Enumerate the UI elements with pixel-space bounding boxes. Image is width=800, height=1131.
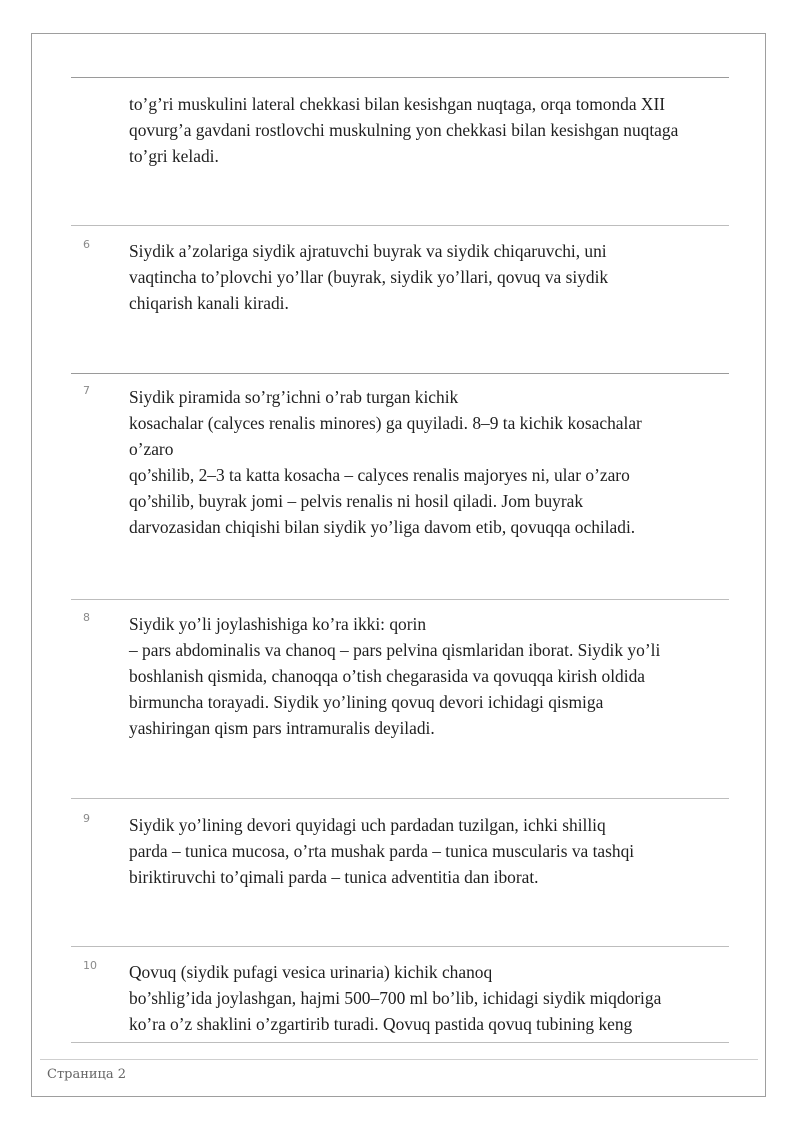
row-divider bbox=[71, 946, 729, 947]
row-divider bbox=[71, 225, 729, 226]
text-line: kosachalar (calyces renalis minores) ga quyiladi. 8–9 ta kichik kosachalar bbox=[129, 413, 642, 433]
row-number: 6 bbox=[83, 238, 90, 251]
row-text bbox=[129, 91, 729, 169]
row-text bbox=[129, 812, 729, 890]
row-divider bbox=[71, 373, 729, 374]
row-divider bbox=[71, 77, 729, 78]
row-text bbox=[129, 238, 729, 316]
text-line: – pars abdominalis va chanoq – pars pelvina qismlaridan iborat. Siydik yo’li bbox=[129, 640, 661, 660]
text-line: biriktiruvchi to’qimali parda – tunica adventitia dan iborat. bbox=[129, 867, 539, 887]
text-line: chiqarish kanali kiradi. bbox=[129, 293, 289, 313]
text-line: birmuncha torayadi. Siydik yo’lining qovuq devori ichidagi qismiga bbox=[129, 692, 604, 712]
text-line: bo’shlig’ida joylashgan, hajmi 500–700 ml bo’lib, ichidagi siydik miqdoriga bbox=[129, 988, 662, 1008]
row-divider bbox=[71, 1042, 729, 1043]
text-line: darvozasidan chiqishi bilan siydik yo’liga davom etib, qovuqqa ochiladi. bbox=[129, 517, 636, 537]
text-line: Siydik a’zolariga siydik ajratuvchi buyrak va siydik chiqaruvchi, uni bbox=[129, 241, 607, 261]
text-line: ko’ra o’z shaklini o’zgartirib turadi. Qovuq pastida qovuq tubining keng bbox=[129, 1014, 633, 1034]
row-number: 10 bbox=[83, 959, 97, 972]
text-line: Siydik yo’lining devori quyidagi uch pardadan tuzilgan, ichki shilliq bbox=[129, 815, 606, 835]
text-line: o’zaro bbox=[129, 439, 174, 459]
text-line: boshlanish qismida, chanoqqa o’tish chegarasida va qovuqqa kirish oldida bbox=[129, 666, 645, 686]
text-line: qovurg’a gavdani rostlovchi muskulning yon chekkasi bilan kesishgan nuqtaga bbox=[129, 120, 679, 140]
document-page bbox=[31, 33, 766, 1097]
text-line: qo’shilib, 2–3 ta katta kosacha – calyces renalis majoryes ni, ular o’zaro bbox=[129, 465, 630, 485]
text-line: parda – tunica mucosa, o’rta mushak parda – tunica muscularis va tashqi bbox=[129, 841, 635, 861]
footer-divider bbox=[40, 1059, 758, 1060]
text-line: to’g’ri muskulini lateral chekkasi bilan kesishgan nuqtaga, orqa tomonda XII bbox=[129, 94, 666, 114]
row-text bbox=[129, 384, 729, 540]
text-line: qo’shilib, buyrak jomi – pelvis renalis ni hosil qiladi. Jom buyrak bbox=[129, 491, 584, 511]
text-line: Qovuq (siydik pufagi vesica urinaria) kichik chanoq bbox=[129, 962, 493, 982]
page-number-label: Страница 2 bbox=[47, 1067, 127, 1082]
text-line: vaqtincha to’plovchi yo’llar (buyrak, siydik yo’llari, qovuq va siydik bbox=[129, 267, 609, 287]
row-number: 8 bbox=[83, 611, 90, 624]
text-line: Siydik yo’li joylashishiga ko’ra ikki: qorin bbox=[129, 614, 427, 634]
row-number: 9 bbox=[83, 812, 90, 825]
text-line: to’gri keladi. bbox=[129, 146, 219, 166]
text-line: Siydik piramida so’rg’ichni o’rab turgan kichik bbox=[129, 387, 459, 407]
text-line: yashiringan qism pars intramuralis deyiladi. bbox=[129, 718, 435, 738]
row-number: 7 bbox=[83, 384, 90, 397]
row-text bbox=[129, 959, 729, 1037]
row-divider bbox=[71, 599, 729, 600]
row-divider bbox=[71, 798, 729, 799]
row-text bbox=[129, 611, 729, 741]
